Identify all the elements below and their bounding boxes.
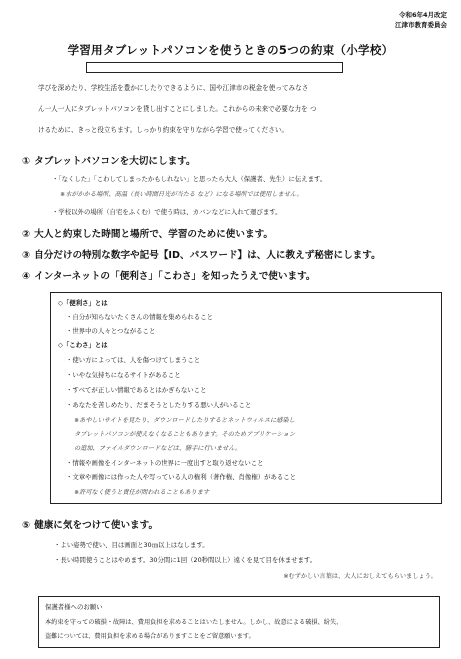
- rule-1-heading: [22, 153, 196, 167]
- danger-note-line: ※許可なく使うと責任が問われることもあります: [74, 489, 210, 496]
- danger-note-line: タブレットパソコンが使えなくなることもあります。そのためアプリケーション: [74, 431, 296, 438]
- danger-heading: ◇「こわさ」とは: [58, 341, 108, 349]
- rule-1-bullet: ・学校以外の場所（自宅をふくむ）で使う時は、カバンなどに入れて運びます。: [52, 208, 282, 216]
- danger-item: ・あなたを苦しめたり、だまそうとしたりする悪い人がいること: [66, 401, 252, 409]
- guardian-notice-line: 盗難については、費用負担を求める場合がありますことをご留意願います。: [45, 633, 255, 640]
- guardian-notice-title: 保護者様へのお願い: [45, 603, 103, 611]
- rule-5-note: ※むずかしい言葉は、大人におしえてもらいましょう。: [283, 573, 437, 580]
- convenience-heading: ◇「便利さ」とは: [58, 299, 108, 307]
- convenience-item: ・自分が知らないたくさんの情報を集められること: [66, 313, 213, 321]
- rule-number: ②: [22, 229, 31, 240]
- rule-number: ④: [22, 271, 31, 282]
- rule-5-bullet: ・長い時間使うことはやめます。30分間に1回（20秒間以上）遠くを見て目を休ませます。: [54, 556, 317, 564]
- rule-title: 自分だけの特別な数字や記号【ID、パスワード】は、人に教えず秘密にします。: [34, 250, 381, 261]
- rule-1-note: ※水がかかる場所、高温（長い時間日光が当たる など）になる場所では使用しません。: [60, 191, 303, 198]
- rule-3-heading: [22, 247, 381, 261]
- danger-item: ・使い方によっては、人を傷つけてしまうこと: [66, 356, 201, 364]
- danger-item: ・すべてが正しい情報であるとはかぎらないこと: [66, 386, 207, 394]
- revision-date: 令和6年4月改定: [398, 11, 447, 19]
- issuing-organization: 江津市教育委員会: [395, 21, 447, 29]
- convenience-item: ・世界中の人々とつながること: [66, 327, 156, 335]
- intro-highlight-box: [86, 62, 343, 73]
- rule-number: ③: [22, 250, 31, 261]
- rule-title: 健康に気をつけて使います。: [34, 520, 159, 531]
- rule-5-heading: [22, 517, 158, 531]
- rule-1-bullet: ・「なくした」「こわしてしまったかもしれない」と思ったら大人（保護者、先生）に伝えます。: [52, 175, 327, 183]
- rule-number: ①: [22, 156, 31, 167]
- intro-line: けるために、きっと役立ちます。しっかり約束を守りながら学習で使ってください。: [38, 126, 289, 134]
- rule-4-heading: [22, 268, 316, 282]
- danger-item: ・いやな気持ちになるサイトがあること: [66, 371, 181, 379]
- document-title: 学習用タブレットパソコンを使うときの5つの約束（小学校）: [67, 43, 394, 57]
- danger-item: ・文章や画像には作った人や写っている人の権利（著作権、肖像権）があること: [66, 473, 297, 481]
- danger-note-line: の追加、ファイルダウンロードなどは、勝手に行いません。: [74, 445, 242, 452]
- danger-item: ・情報や画像をインターネットの世界に一度出すと取り返せないこと: [66, 459, 264, 467]
- document-header: [395, 10, 447, 30]
- intro-line: ん一人一人にタブレットパソコンを貸し出すことにしました。これからの未来で必要な力を つ: [38, 105, 317, 113]
- intro-line: 学びを深めたり、学校生活を豊かにしたりできるように、国や江津市の税金を使ってみなさ: [38, 84, 309, 92]
- rule-2-heading: [22, 226, 273, 240]
- intro-paragraph: [38, 78, 428, 141]
- rule-number: ⑤: [22, 520, 31, 531]
- rule-5-bullet: ・よい姿勢で使い、目は画面と30㎝以上はなします。: [54, 541, 209, 549]
- rule-title: タブレットパソコンを大切にします。: [34, 156, 196, 167]
- rule-title: インターネットの「便利さ」「こわさ」を知ったうえで使います。: [34, 271, 316, 282]
- guardian-notice-box: [38, 596, 440, 648]
- rule-title: 大人と約束した時間と場所で、学習のために使います。: [34, 229, 274, 240]
- guardian-notice-line: 本約束を守っての破損・故障は、費用負担を求めることはいたしません。しかし、故意による破損、紛失、: [45, 619, 343, 626]
- danger-note-line: ※あやしいサイトを見たり、ダウンロードしたりするとネットウィルスに感染し: [74, 417, 295, 424]
